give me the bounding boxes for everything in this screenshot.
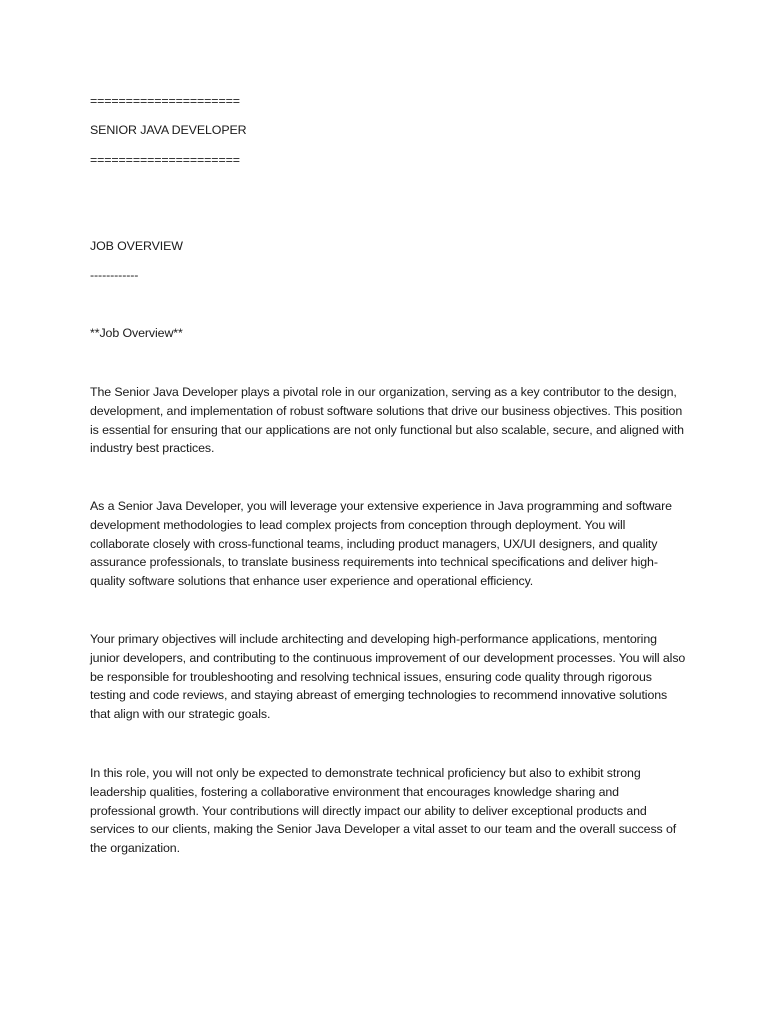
paragraph-3: Your primary objectives will include architecting and developing high-performance applications, mentoring junior developers, and contributing to the continuous improvement of our development processes. You will also be responsible for troubleshooting and resolving technical issues, ensuring code quality through rigorous testing and code reviews, and staying abreast of emerging technologies to recommend innovative solutions that align with our strategic goals. (90, 632, 686, 722)
document-title: SENIOR JAVA DEVELOPER (90, 123, 247, 137)
title-rule-top: ===================== (90, 94, 240, 108)
paragraph-2: As a Senior Java Developer, you will leverage your extensive experience in Java programming and software development methodologies to lead complex projects from conception through deployment. You will collaborate closely with cross-functional teams, including product managers, UX/UI designers, and quality assurance professionals, to translate business requirements into technical specifications and deliver high-quality software solutions that enhance user experience and operational efficiency. (90, 499, 672, 589)
subheading: **Job Overview** (90, 326, 183, 340)
section-underline: ------------ (90, 268, 139, 282)
section-heading: JOB OVERVIEW (90, 239, 183, 253)
paragraph-4: In this role, you will not only be expected to demonstrate technical proficiency but also to exhibit strong leadership qualities, fostering a collaborative environment that encourages knowledge sharing and professional growth. Your contributions will directly impact our ability to deliver exceptional products and services to our clients, making the Senior Java Developer a vital asset to our team and the overall success of the organization. (90, 766, 677, 856)
paragraph-1: The Senior Java Developer plays a pivotal role in our organization, serving as a key contributor to the design, development, and implementation of robust software solutions that drive our business objectives. This position is essential for ensuring that our applications are not only functional but also scalable, secure, and aligned with industry best practices. (90, 385, 684, 456)
title-rule-bottom: ===================== (90, 153, 240, 167)
